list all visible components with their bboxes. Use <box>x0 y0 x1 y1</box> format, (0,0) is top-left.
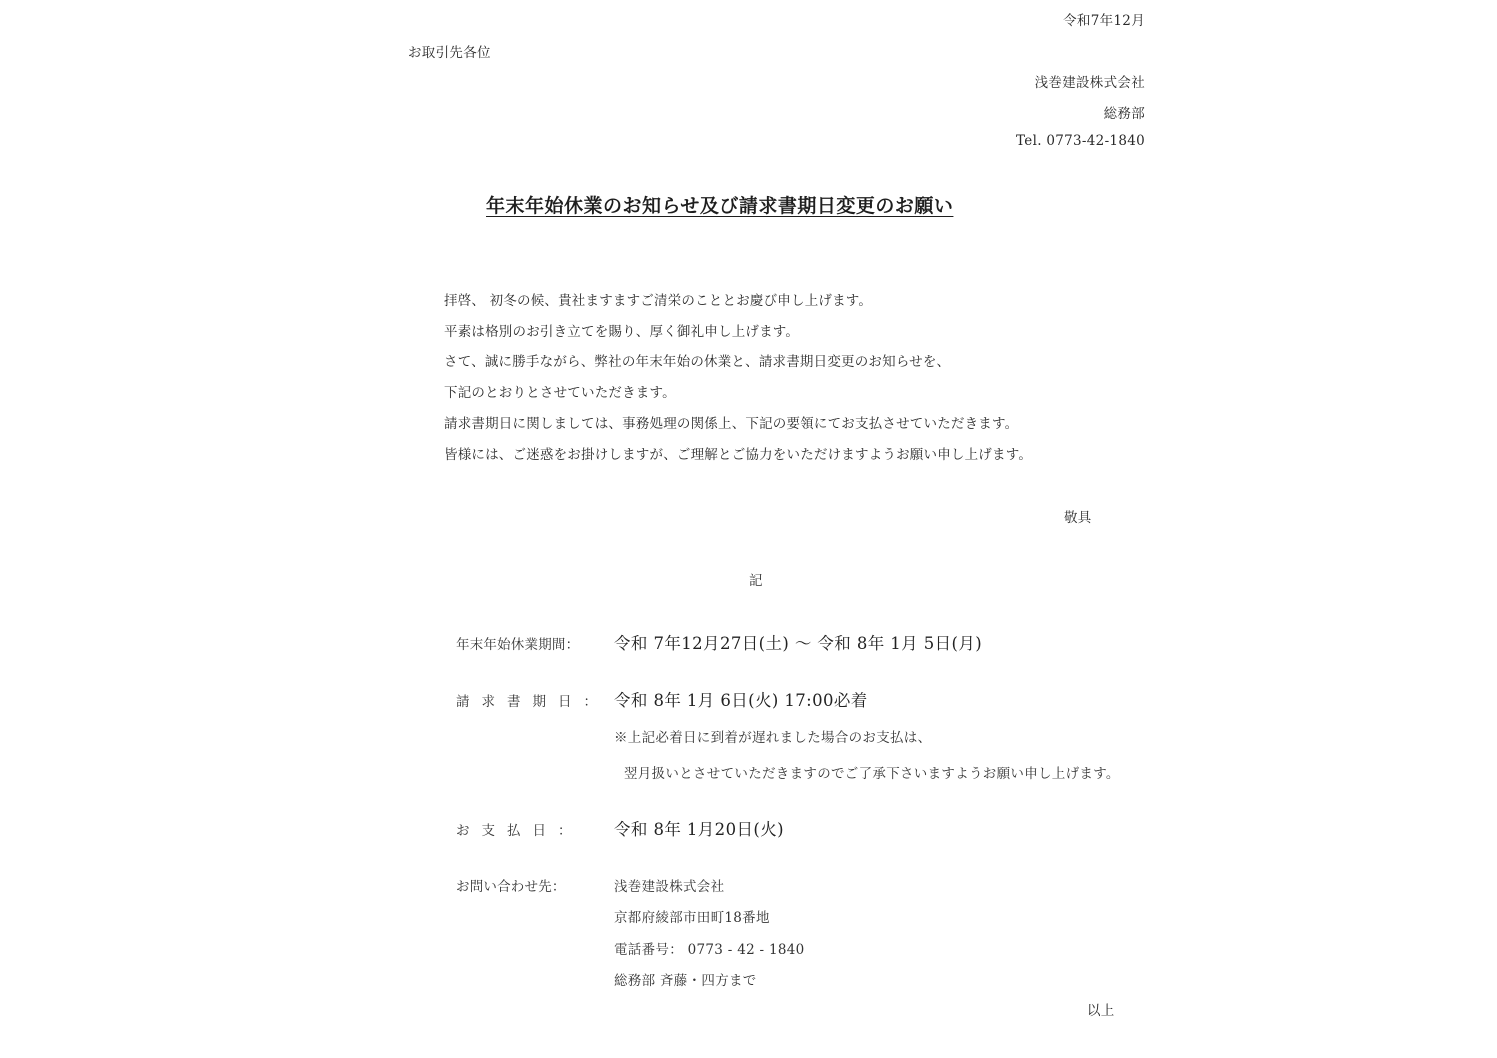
sender-department: 総務部 <box>1103 106 1145 122</box>
document-date: 令和7年12月 <box>1063 13 1145 29</box>
body-line-6: 皆様には、ご迷惑をお掛けしますが、ご理解とご協力をいただけますようお願い申し上げます。 <box>444 447 1033 463</box>
contact-label: お問い合わせ先： <box>456 879 566 895</box>
contact-person: 総務部 斉藤・四方まで <box>614 973 757 989</box>
holiday-value: 令和 7年12月27日(土) ～ 令和 8年 1月 5日(月) <box>614 634 983 653</box>
contact-phone: 電話番号： 0773 - 42 - 1840 <box>614 942 805 958</box>
sender-tel: Tel. 0773-42-1840 <box>1016 133 1145 149</box>
sender-company: 浅巻建設株式会社 <box>1034 75 1145 91</box>
invoice-note-2: 翌月扱いとさせていただきますのでご了承下さいますようお願い申し上げます。 <box>624 766 1120 782</box>
payment-value: 令和 8年 1月20日(火) <box>614 820 784 839</box>
contact-company: 浅巻建設株式会社 <box>614 879 725 895</box>
body-line-4: 下記のとおりとさせていただきます。 <box>444 385 676 401</box>
body-line-3: さて、誠に勝手ながら、弊社の年末年始の休業と、請求書期日変更のお知らせを、 <box>444 354 951 370</box>
invoice-label: 請求書期日： <box>456 694 609 710</box>
invoice-note-1: ※上記必着日に到着が遅れました場合のお支払は、 <box>614 730 932 746</box>
closing-keigu: 敬具 <box>1064 510 1092 526</box>
body-line-5: 請求書期日に関しましては、事務処理の関係上、下記の要領にてお支払させていただきます。 <box>444 416 1019 432</box>
document-title: 年末年始休業のお知らせ及び請求書期日変更のお願い <box>486 195 954 217</box>
holiday-label: 年末年始休業期間： <box>456 637 580 653</box>
recipient: お取引先各位 <box>408 45 491 61</box>
ki-heading: 記 <box>749 573 763 589</box>
payment-label: お支払日： <box>456 823 584 839</box>
end-ijou: 以上 <box>1087 1003 1115 1019</box>
body-line-2: 平素は格別のお引き立てを賜り、厚く御礼申し上げます。 <box>444 324 800 340</box>
contact-address: 京都府綾部市田町18番地 <box>614 910 770 926</box>
body-line-1: 拝啓、 初冬の候、貴社ますますご清栄のこととお慶び申し上げます。 <box>444 293 873 309</box>
invoice-value: 令和 8年 1月 6日(火) 17:00必着 <box>614 691 868 710</box>
